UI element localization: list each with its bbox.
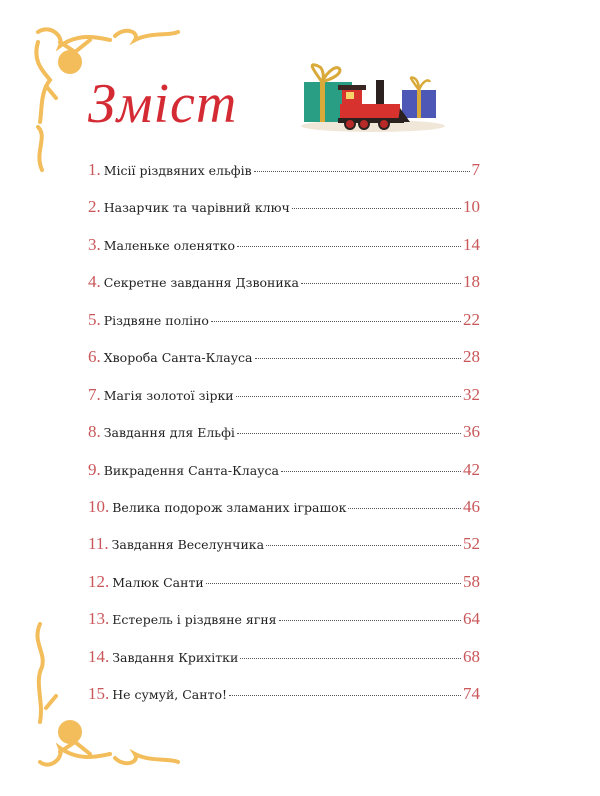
chapter-number: 5.	[88, 309, 101, 329]
page-number: 46	[463, 496, 480, 516]
page-number: 32	[463, 384, 480, 404]
dot-leader	[236, 396, 461, 397]
dot-leader	[281, 471, 461, 472]
page-number: 28	[463, 347, 480, 367]
chapter-number: 2.	[88, 197, 101, 217]
dot-leader	[266, 545, 461, 546]
chapter-number: 10.	[88, 496, 110, 516]
chapter-title: Естерель і різдвяне ягня	[112, 612, 277, 628]
toc-entry[interactable]	[88, 235, 480, 272]
page-number: 58	[463, 571, 480, 591]
chapter-title: Магія золотої зірки	[103, 387, 234, 403]
dot-leader	[301, 283, 461, 284]
page-number: 36	[463, 422, 480, 442]
page-number: 42	[463, 459, 480, 479]
chapter-number: 4.	[88, 272, 101, 292]
chapter-title: Завдання для Ельфі	[103, 425, 235, 441]
page-number: 68	[463, 646, 480, 666]
dot-leader	[254, 171, 470, 172]
dot-leader	[240, 658, 461, 659]
chapter-title: Різдвяне поліно	[103, 312, 209, 328]
dot-leader	[206, 583, 461, 584]
toc-entry[interactable]	[88, 460, 480, 497]
table-of-contents	[88, 160, 480, 722]
dot-leader	[237, 246, 461, 247]
page-number: 10	[463, 197, 480, 217]
chapter-number: 13.	[88, 609, 110, 629]
toc-entry[interactable]	[88, 572, 480, 609]
chapter-number: 1.	[88, 160, 101, 179]
chapter-number: 7.	[88, 384, 101, 404]
dot-leader	[279, 620, 461, 621]
toc-entry[interactable]	[88, 609, 480, 646]
toc-entry[interactable]	[88, 684, 480, 721]
chapter-title: Завдання Веселунчика	[111, 537, 265, 553]
dot-leader	[255, 358, 461, 359]
toc-entry[interactable]	[88, 497, 480, 534]
dot-leader	[229, 695, 461, 696]
chapter-title: Назарчик та чарівний ключ	[103, 200, 290, 216]
chapter-number: 12.	[88, 571, 110, 591]
chapter-title: Місії різдвяних ельфів	[103, 163, 252, 178]
toc-entry[interactable]	[88, 534, 480, 571]
chapter-number: 8.	[88, 422, 101, 442]
chapter-number: 9.	[88, 459, 101, 479]
toc-entry[interactable]	[88, 347, 480, 384]
toc-entry[interactable]	[88, 647, 480, 684]
page-title: Зміст	[88, 73, 238, 135]
toc-entry[interactable]	[88, 422, 480, 459]
dot-leader	[348, 508, 461, 509]
gifts-and-train-illustration-icon	[298, 58, 448, 133]
chapter-title: Маленьке оленятко	[103, 237, 235, 253]
chapter-title: Хвороба Санта-Клауса	[103, 350, 253, 366]
chapter-title: Секретне завдання Дзвоника	[103, 275, 299, 291]
chapter-title: Велика подорож зламаних іграшок	[112, 499, 347, 515]
chapter-title: Завдання Крихітки	[112, 649, 239, 665]
dot-leader	[211, 321, 461, 322]
page-number: 7	[471, 160, 480, 179]
toc-entry[interactable]	[88, 197, 480, 234]
toc-entry[interactable]	[88, 385, 480, 422]
chapter-number: 15.	[88, 684, 110, 704]
chapter-number: 14.	[88, 646, 110, 666]
page-number: 74	[463, 684, 480, 704]
page-number: 18	[463, 272, 480, 292]
page-number: 52	[463, 534, 480, 554]
chapter-title: Малюк Санти	[112, 574, 204, 590]
toc-entry[interactable]	[88, 310, 480, 347]
chapter-title: Викрадення Санта-Клауса	[103, 462, 279, 478]
chapter-number: 11.	[88, 534, 109, 554]
chapter-number: 6.	[88, 347, 101, 367]
toc-entry[interactable]	[88, 160, 480, 197]
page-number: 64	[463, 609, 480, 629]
dot-leader	[292, 208, 461, 209]
page-number: 14	[463, 234, 480, 254]
chapter-title: Не сумуй, Санто!	[112, 687, 228, 703]
toc-entry[interactable]	[88, 272, 480, 309]
chapter-number: 3.	[88, 234, 101, 254]
page-number: 22	[463, 309, 480, 329]
dot-leader	[237, 433, 461, 434]
